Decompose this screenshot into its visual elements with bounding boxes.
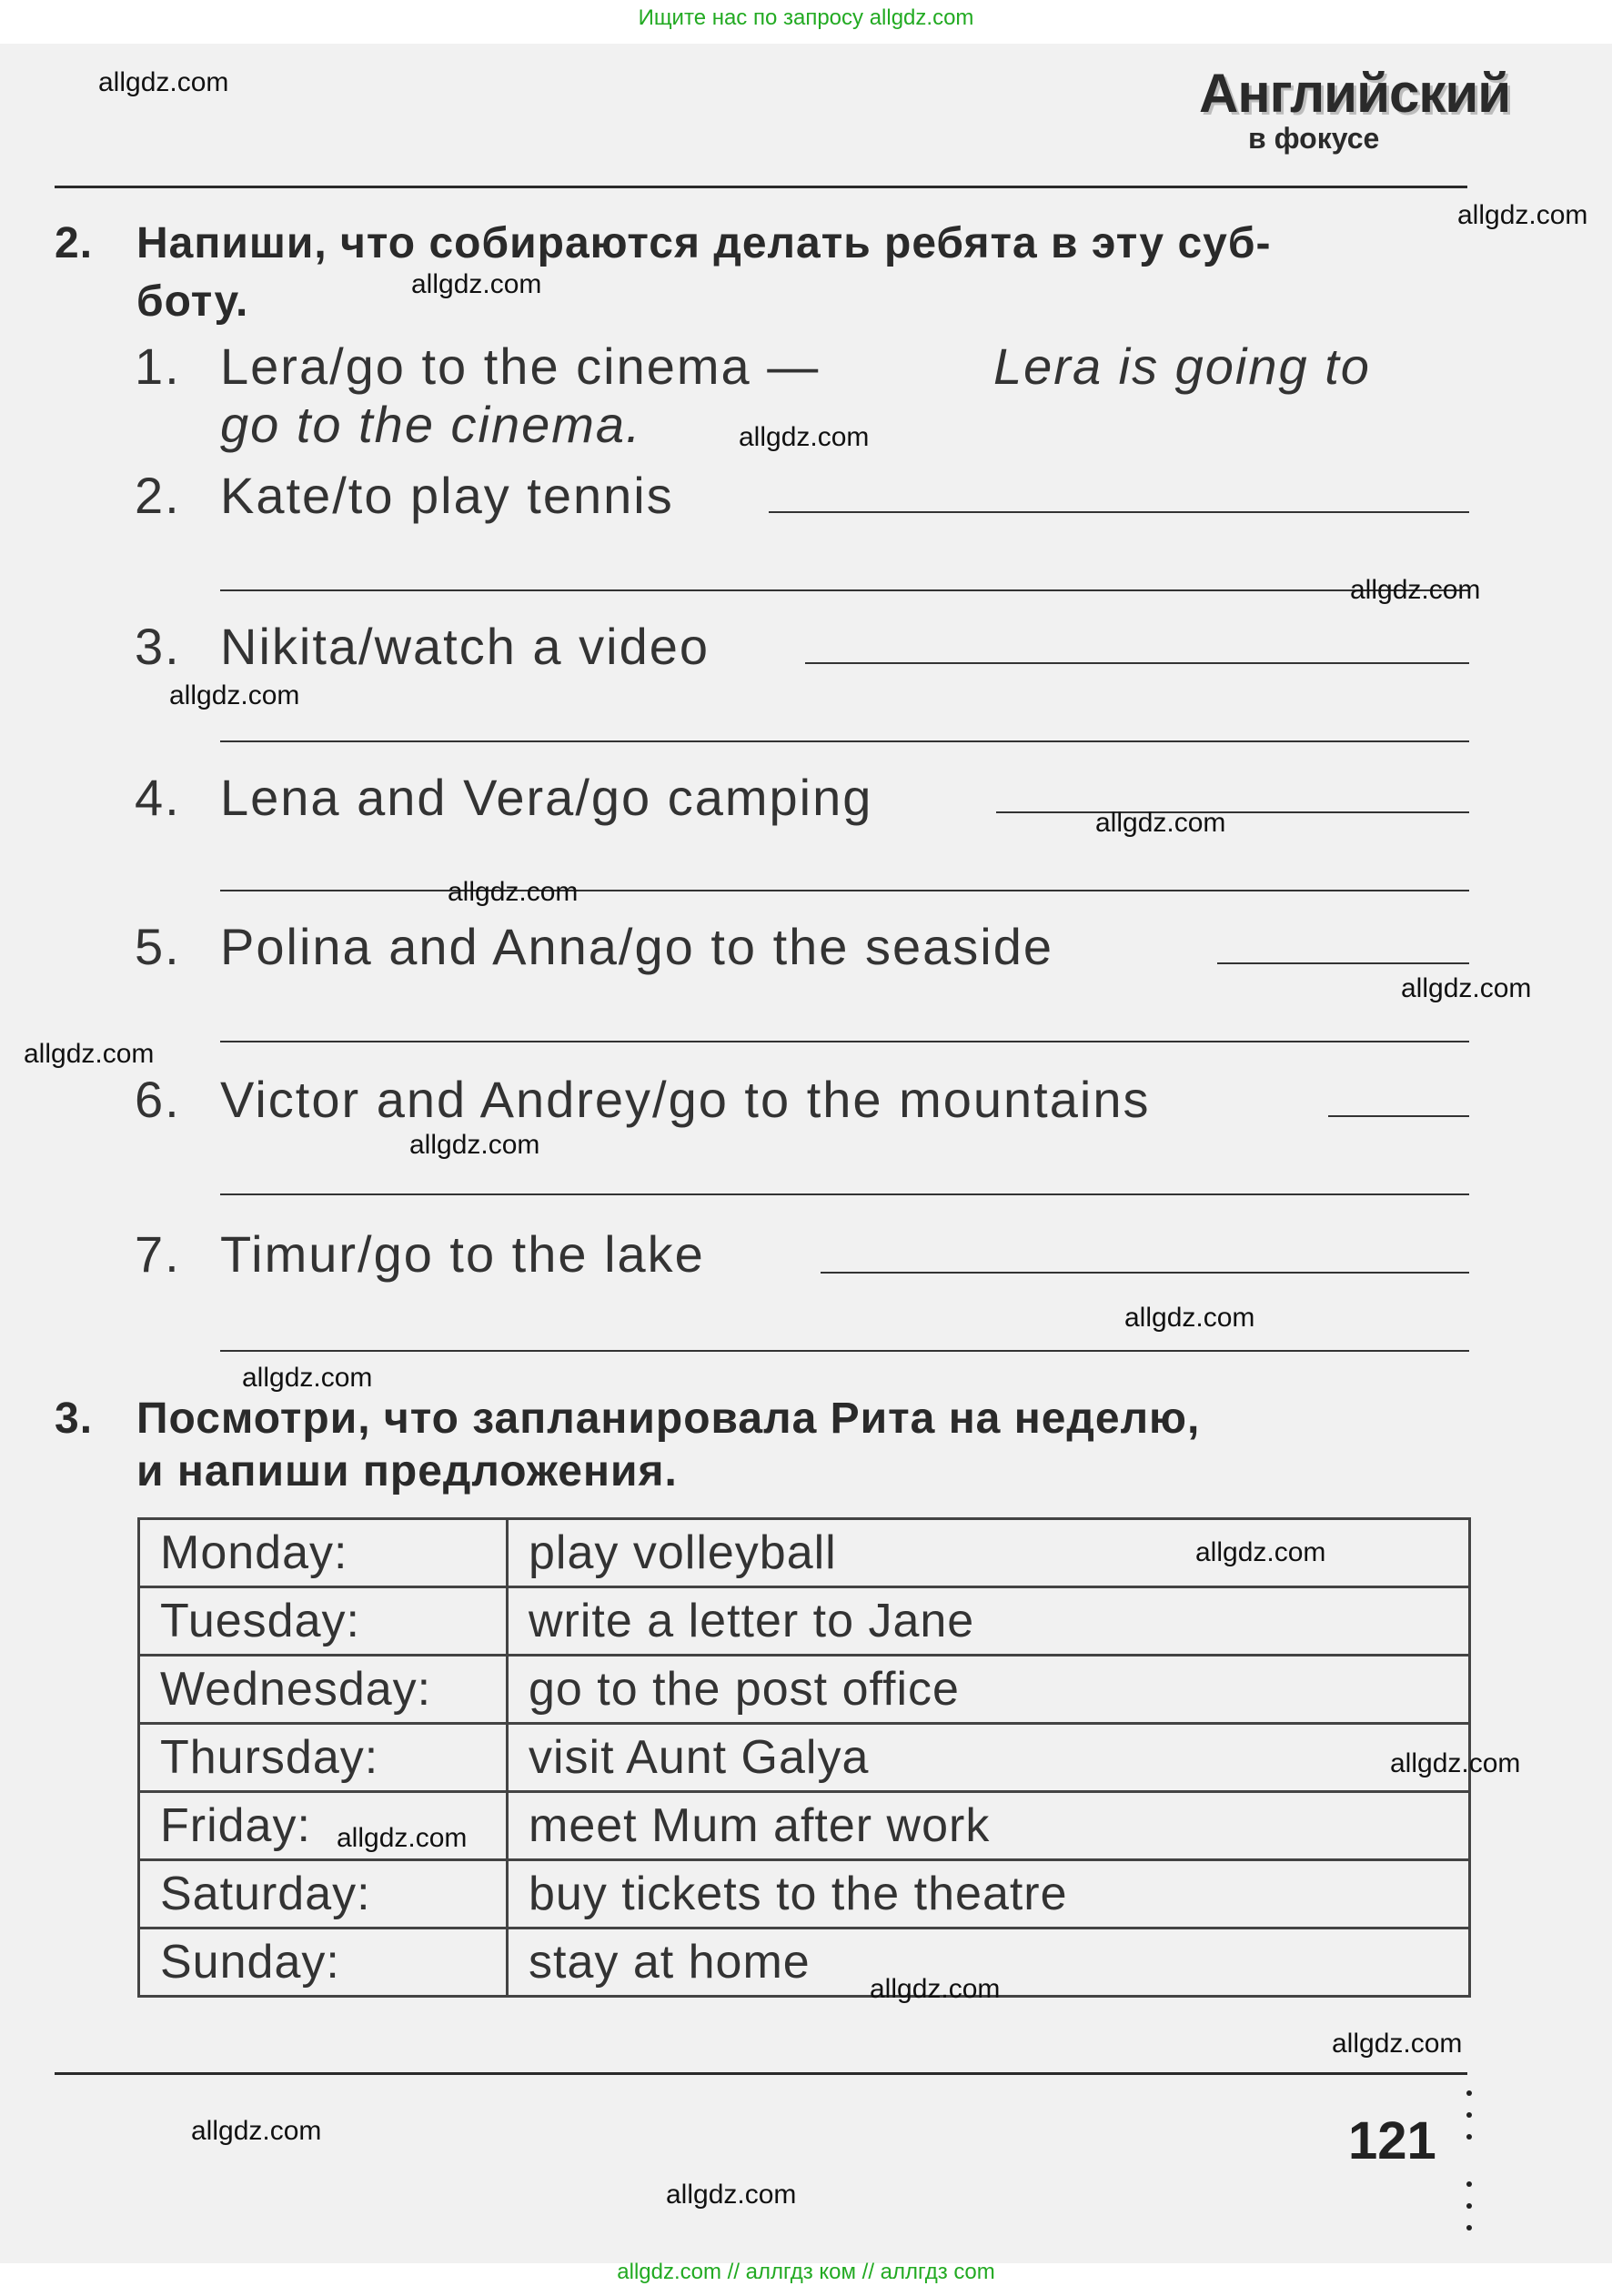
task2-item6-answer-line[interactable] xyxy=(1328,1115,1469,1117)
watermark: allgdz.com xyxy=(242,1363,373,1393)
task2-number: 2. xyxy=(55,219,94,267)
top-banner[interactable]: Ищите нас по запросу allgdz.com xyxy=(638,5,974,30)
table-cell-day: Sunday: xyxy=(139,1928,508,1997)
watermark: allgdz.com xyxy=(191,2116,322,2146)
task2-item2-number: 2. xyxy=(135,467,181,524)
task2-item1-answer-line1: Lera is going to xyxy=(993,337,1371,395)
task2-item3-number: 3. xyxy=(135,618,181,675)
table-cell-plan: visit Aunt Galya xyxy=(508,1724,1470,1792)
task2-item7-answer-line[interactable] xyxy=(220,1350,1469,1352)
task2-heading-line2: боту. xyxy=(136,277,249,326)
rita-week-plan-table xyxy=(137,1517,1471,1998)
task2-item5-answer-line[interactable] xyxy=(1217,962,1469,964)
header-rule xyxy=(55,186,1467,188)
task2-item4-prompt: Lena and Vera/go camping xyxy=(220,769,873,826)
task2-item2-prompt: Kate/to play tennis xyxy=(220,467,674,524)
task2-item6-answer-line[interactable] xyxy=(220,1193,1469,1195)
table-cell-plan: stay at home xyxy=(508,1928,1470,1997)
watermark: allgdz.com xyxy=(666,2180,797,2210)
table-row xyxy=(139,1656,1470,1724)
task2-item3-prompt: Nikita/watch a video xyxy=(220,618,710,675)
footer-dot xyxy=(1466,2134,1472,2140)
table-cell-day: Friday: xyxy=(139,1792,508,1860)
watermark: allgdz.com xyxy=(1332,2029,1463,2059)
footer-dot xyxy=(1466,2225,1472,2231)
footer-dot xyxy=(1466,2203,1472,2209)
task2-item4-answer-line[interactable] xyxy=(220,890,1469,891)
task2-item6-number: 6. xyxy=(135,1071,181,1128)
table-row xyxy=(139,1928,1470,1997)
book-logo-subtitle: в фокусе xyxy=(1248,122,1380,155)
table-cell-plan: meet Mum after work xyxy=(508,1792,1470,1860)
task2-item4-number: 4. xyxy=(135,769,181,826)
watermark: allgdz.com xyxy=(98,67,229,97)
watermark: allgdz.com xyxy=(24,1039,155,1069)
footer-dot xyxy=(1466,2112,1472,2118)
bottom-banner[interactable]: allgdz.com // аллгдз ком // аллгдз com xyxy=(617,2260,995,2284)
task2-item5-prompt: Polina and Anna/go to the seaside xyxy=(220,918,1054,975)
task2-item5-number: 5. xyxy=(135,918,181,975)
watermark: allgdz.com xyxy=(169,680,300,710)
watermark: allgdz.com xyxy=(1350,575,1481,605)
task3-heading-line1: Посмотри, что запланировала Рита на неделю, xyxy=(136,1395,1201,1443)
watermark: allgdz.com xyxy=(448,877,579,907)
task2-item7-prompt: Timur/go to the lake xyxy=(220,1225,705,1283)
task2-item7-answer-line[interactable] xyxy=(821,1272,1469,1274)
task2-item1-prompt: Lera/go to the cinema — xyxy=(220,337,821,395)
footer-dot xyxy=(1466,2090,1472,2096)
task2-item3-answer-line[interactable] xyxy=(805,662,1469,664)
task2-item2-answer-line[interactable] xyxy=(220,589,1469,591)
table-cell-day: Saturday: xyxy=(139,1860,508,1928)
watermark: allgdz.com xyxy=(1457,200,1588,230)
table-cell-plan: write a letter to Jane xyxy=(508,1587,1470,1656)
table-cell-day: Tuesday: xyxy=(139,1587,508,1656)
table-cell-plan: play volleyball xyxy=(508,1519,1470,1587)
watermark: allgdz.com xyxy=(411,269,542,299)
watermark: allgdz.com xyxy=(1095,808,1226,838)
task2-item1-answer-line2: go to the cinema. xyxy=(220,396,642,453)
task2-item7-number: 7. xyxy=(135,1225,181,1283)
watermark: allgdz.com xyxy=(739,422,870,452)
watermark: allgdz.com xyxy=(1195,1537,1326,1567)
table-row xyxy=(139,1587,1470,1656)
task3-heading-line2: и напиши предложения. xyxy=(136,1447,678,1495)
task2-item3-answer-line[interactable] xyxy=(220,740,1469,742)
footer-rule xyxy=(55,2072,1467,2075)
watermark: allgdz.com xyxy=(1401,973,1532,1003)
watermark: allgdz.com xyxy=(337,1823,468,1853)
footer-dot xyxy=(1466,2181,1472,2187)
task2-item4-answer-line[interactable] xyxy=(996,811,1469,813)
page-number: 121 xyxy=(1348,2111,1436,2170)
table-cell-day: Monday: xyxy=(139,1519,508,1587)
watermark: allgdz.com xyxy=(409,1130,540,1160)
table-cell-day: Thursday: xyxy=(139,1724,508,1792)
task2-item6-prompt: Victor and Andrey/go to the mountains xyxy=(220,1071,1151,1128)
task3-number: 3. xyxy=(55,1395,94,1443)
task2-item5-answer-line[interactable] xyxy=(220,1041,1469,1042)
watermark: allgdz.com xyxy=(1124,1303,1255,1333)
task2-heading-line1: Напиши, что собираются делать ребята в эту суб- xyxy=(136,219,1272,267)
watermark: allgdz.com xyxy=(870,1974,1001,2004)
table-cell-day: Wednesday: xyxy=(139,1656,508,1724)
table-cell-plan: buy tickets to the theatre xyxy=(508,1860,1470,1928)
book-logo-title: Английский xyxy=(1199,63,1511,124)
table-row xyxy=(139,1860,1470,1928)
task2-item2-answer-line[interactable] xyxy=(769,511,1469,513)
task2-item1-number: 1. xyxy=(135,337,181,395)
table-cell-plan: go to the post office xyxy=(508,1656,1470,1724)
table-row xyxy=(139,1724,1470,1792)
watermark: allgdz.com xyxy=(1390,1748,1521,1778)
